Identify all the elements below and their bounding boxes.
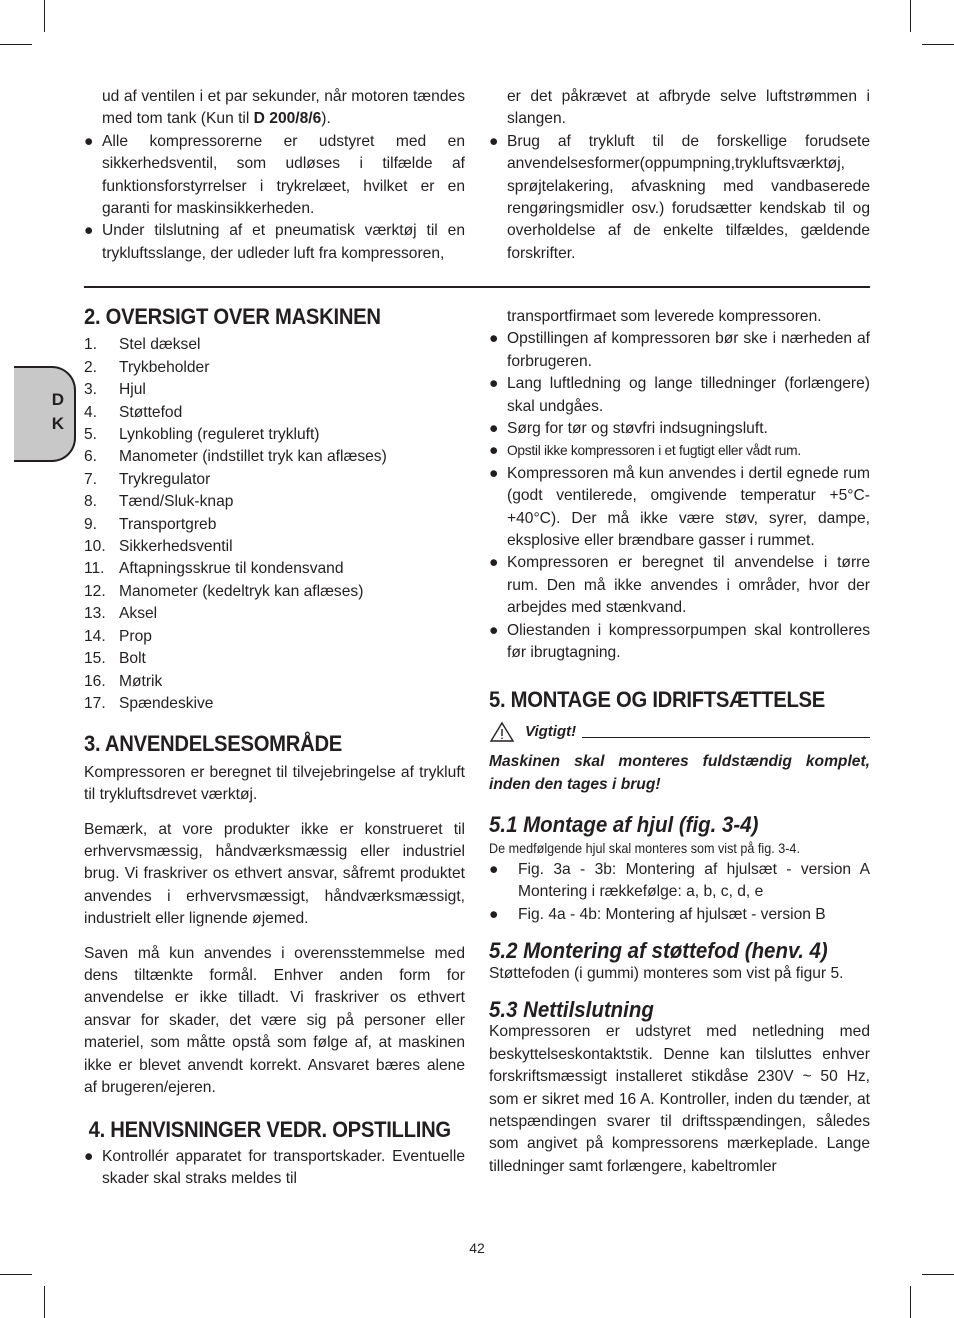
crop-mark <box>0 1274 32 1275</box>
parts-list-item <box>84 671 465 693</box>
section-5-title: 5. MONTAGE OG IDRIFTSÆTTELSE <box>489 686 825 712</box>
parts-list-item <box>84 424 465 446</box>
paragraph: De medfølgende hjul skal monteres som vist på fig. 3-4. <box>489 839 800 856</box>
item-label: Støttefod <box>119 403 183 421</box>
model-name: D 200/8/6 <box>253 110 322 128</box>
warning-heading <box>489 721 870 743</box>
parts-list-item <box>84 334 465 356</box>
continued-paragraph: transportfirmaet som leverede kompressoren. <box>507 308 822 325</box>
item-number: 8. <box>84 493 98 511</box>
list-item: ● Brug af trykluft til de forskellige forudsete anvendelsesformer(oppumpning,trykluftsværktøj, sprøjtelakering, afvaskning med vandbaserede rengøringsmidler osv.) forudsætter kendskab til og overholdelse af de enkelte tilfældes, gældende forskrifter. <box>489 132 870 262</box>
item-number: 3. <box>84 381 98 399</box>
item-label: Aftapningsskrue til kondensvand <box>119 560 344 578</box>
item-number: 13. <box>84 605 106 623</box>
item-number: 5. <box>84 426 98 444</box>
item-number: 6. <box>84 448 98 466</box>
parts-list-item <box>84 693 465 715</box>
warning-text: Maskinen skal monteres fuldstændig komplet, inden den tages i brug! <box>489 753 870 793</box>
parts-list-item <box>84 402 465 424</box>
section-4-list <box>489 328 870 664</box>
crop-mark <box>0 44 32 45</box>
parts-list-item <box>84 558 465 580</box>
divider <box>84 286 870 288</box>
parts-list-item <box>84 603 465 625</box>
item-label: Sikkerhedsventil <box>119 538 233 556</box>
left-column <box>84 306 465 1191</box>
paragraph: Bemærk, at vore produkter ikke er konstrueret til erhvervsmæssig, håndværksmæssig eller industriel brug. Vi fraskriver os ethvert ansvar, såfremt produktet anvendes i erhvervsmæssigt, håndværksmæssigt, industrielt eller lignende øjemed. <box>84 820 465 928</box>
parts-list-item <box>84 357 465 379</box>
item-number: 9. <box>84 515 98 533</box>
item-number: 15. <box>84 650 106 668</box>
item-label: Lynkobling (reguleret trykluft) <box>119 426 320 444</box>
list-item: ● Kompressoren er beregnet til anvendelse i tørre rum. Den må ikke anvendes i områder, hvor der arbejdes med stænkvand. <box>489 554 870 617</box>
list-item: ● Under tilslutning af et pneumatisk værktøj til en trykluftsslange, der udleder luft fra kompressoren, <box>84 222 465 262</box>
parts-list-item <box>84 581 465 603</box>
warning-icon <box>489 721 515 743</box>
section-2-title: 2. OVERSIGT OVER MASKINEN <box>84 304 381 329</box>
item-number: 17. <box>84 694 106 712</box>
parts-list-item <box>84 514 465 536</box>
item-label: Trykregulator <box>119 470 211 488</box>
item-number: 1. <box>84 336 98 354</box>
crop-mark <box>922 1274 954 1275</box>
parts-list-item <box>84 379 465 401</box>
paragraph: Kompressoren er beregnet til tilvejebringelse af trykluft til trykluftsdrevet værktøj. <box>84 763 465 804</box>
item-number: 12. <box>84 582 106 600</box>
warning-label: Vigtigt! <box>525 722 577 740</box>
paragraph: Støttefoden (i gummi) monteres som vist på figur 5. <box>489 964 844 982</box>
item-number: 2. <box>84 358 98 376</box>
parts-list-item <box>84 536 465 558</box>
item-label: Stel dæksel <box>119 336 201 354</box>
continued-paragraph: ud af ventilen i et par sekunder, når motoren tændes med tom tank (Kun til D 200/8/6). <box>102 88 465 128</box>
language-tab <box>14 366 76 462</box>
item-label: Manometer (kedeltryk kan aflæses) <box>119 582 364 600</box>
item-number: 4. <box>84 403 98 421</box>
item-number: 14. <box>84 627 106 645</box>
crop-mark <box>44 0 45 32</box>
parts-list <box>84 334 465 715</box>
top-right-column <box>489 86 870 265</box>
item-label: Tænd/Sluk-knap <box>119 493 234 511</box>
parts-list-item <box>84 469 465 491</box>
list-item: ● Lang luftledning og lange tilledninger (forlængere) skal undgåes. <box>489 375 870 415</box>
item-label: Bolt <box>119 650 146 668</box>
section-5-3-title: 5.3 Nettilslutning <box>489 996 654 1022</box>
section-4-title: 4. HENVISNINGER VEDR. OPSTILLING <box>88 1117 451 1143</box>
list-item: ● Sørg for tør og støvfri indsugningsluft. <box>489 420 768 438</box>
list-item: ● Fig. 3a - 3b: Montering af hjulsæt - version A Montering i rækkefølge: a, b, c, d, e <box>489 860 870 901</box>
item-label: Manometer (indstillet tryk kan aflæses) <box>119 448 387 466</box>
continued-paragraph: er det påkrævet at afbryde selve luftstrømmen i slangen. <box>507 88 870 128</box>
section-3-title: 3. ANVENDELSESOMRÅDE <box>84 731 343 757</box>
language-tab-line2: K <box>51 414 64 433</box>
item-number: 16. <box>84 672 106 690</box>
parts-list-item <box>84 491 465 513</box>
list-item: ● Kompressoren må kun anvendes i dertil egnede rum (godt ventilerede, omgivende temperatur +5°C- +40°C). Der må ikke være støv, syrer, dampe, eksplosive eller brændbare gasser i rummet. <box>489 464 870 550</box>
paragraph: Kompressoren er udstyret med netledning med beskyttelseskontaktstik. Denne kan tilsluttes enhver forskriftsmæssigt installeret stikdåse 230V ~ 50 Hz, som er sikret med 16 A. Kontroller, inden du tænder, at netspændingen svarer til driftsspændingen, således som angivet på kompressorens mærkeplade. Lange tilledninger samt forlængere, kabeltromler <box>489 1023 870 1175</box>
item-label: Prop <box>119 627 152 645</box>
list-item: ● Opstillingen af kompressoren bør ske i nærheden af forbrugeren. <box>489 330 870 370</box>
parts-list-item <box>84 446 465 468</box>
paragraph: Saven må kun anvendes i overensstemmelse med dens tiltænkte formål. Enhver anden form for anvendelse er ikke tilladt. Vi fraskriver os ethvert ansvar for skader, det være sig på personer eller materiel, som måtte opstå som følge af, at maskinen ikke er blevet anvendt korrekt. Ansvaret bæres alene af brugeren/ejeren. <box>84 944 465 1096</box>
crop-mark <box>44 1286 45 1318</box>
section-5-1-title: 5.1 Montage af hjul (fig. 3-4) <box>489 812 759 838</box>
page-number: 42 <box>469 1240 485 1256</box>
list-item: ● Opstil ikke kompressoren i et fugtigt eller vådt rum. <box>489 442 801 460</box>
list-item: ● Fig. 4a - 4b: Montering af hjulsæt - version B <box>489 905 826 923</box>
top-left-column <box>84 86 465 265</box>
item-number: 11. <box>84 560 105 578</box>
language-tab-line1: D <box>51 390 64 409</box>
item-label: Møtrik <box>119 672 163 690</box>
crop-mark <box>922 44 954 45</box>
list-item: ● Alle kompressorerne er udstyret med en sikkerhedsventil, som udløses i tilfælde af funktionsforstyrrelser i trykrelæet, hvilket er en garanti for maskinsikkerheden. <box>84 132 465 218</box>
right-column <box>489 306 870 1178</box>
list-item: ● Oliestanden i kompressorpumpen skal kontrolleres før ibrugtagning. <box>489 621 870 662</box>
parts-list-item <box>84 626 465 648</box>
item-label: Hjul <box>119 381 146 399</box>
item-number: 7. <box>84 470 98 488</box>
item-label: Trykbeholder <box>119 358 210 376</box>
parts-list-item <box>84 648 465 670</box>
section-5-2-title: 5.2 Montering af støttefod (henv. 4) <box>489 938 828 964</box>
crop-mark <box>910 0 911 32</box>
item-label: Spændeskive <box>119 694 214 712</box>
list-item: ● Kontrollér apparatet for transportskader. Eventuelle skader skal straks meldes til <box>84 1147 465 1188</box>
item-number: 10. <box>84 538 106 556</box>
crop-mark <box>910 1286 911 1318</box>
item-label: Aksel <box>119 605 158 623</box>
item-label: Transportgreb <box>119 515 217 533</box>
